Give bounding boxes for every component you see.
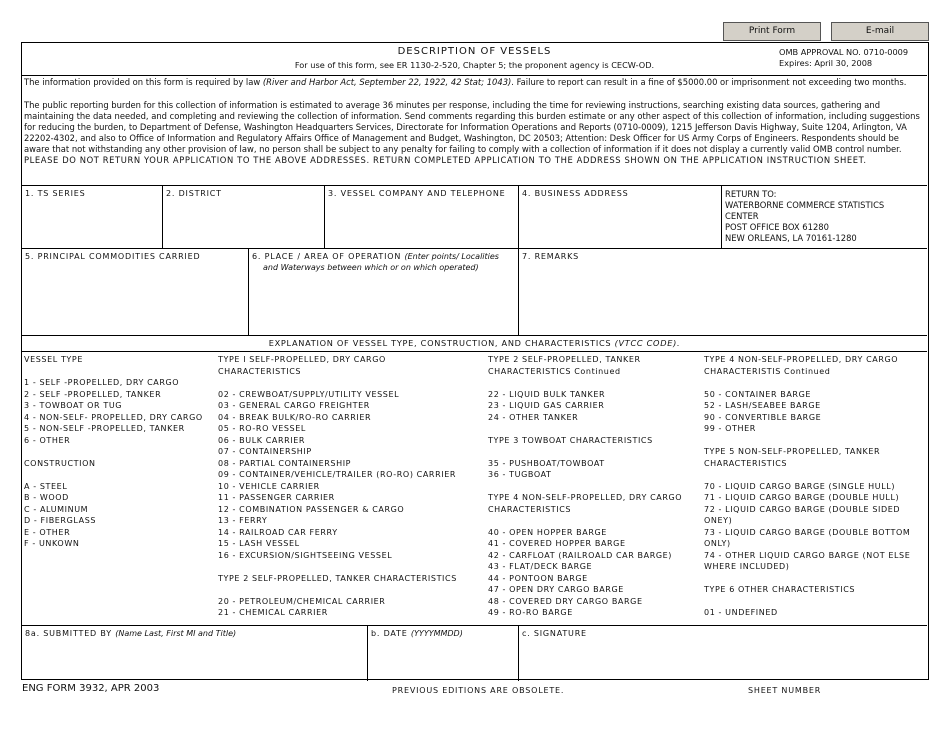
sheet-number-label: SHEET NUMBER bbox=[748, 686, 822, 695]
vessel-type-column bbox=[24, 354, 214, 550]
vessel-form bbox=[21, 42, 929, 680]
remarks-label: 7. REMARKS bbox=[522, 252, 580, 261]
type1-item: 15 - LASH VESSEL bbox=[218, 539, 300, 548]
place-area-hint: (Enter points/ Localities and Waterways between which or on which operated) bbox=[263, 252, 499, 272]
vessel-type-item: 1 - SELF -PROPELLED, DRY CARGO bbox=[24, 378, 180, 387]
type4-cont-item: 50 - CONTAINER BARGE bbox=[704, 389, 812, 399]
construction-list bbox=[24, 481, 214, 550]
type5-item: 72 - LIQUID CARGO BARGE (DOUBLE SIDED ONEY) bbox=[704, 504, 901, 525]
type2-cont-list bbox=[488, 389, 700, 424]
type2-cont-item: 24 - OTHER TANKER bbox=[488, 412, 579, 422]
type2-4-column bbox=[488, 354, 700, 619]
type1-heading: TYPE I SELF-PROPELLED, DRY CARGO CHARACTERISTICS bbox=[218, 355, 386, 376]
type4-item: 43 - FLAT/DECK BARGE bbox=[488, 562, 593, 571]
type4-item: 40 - OPEN HOPPER BARGE bbox=[488, 527, 607, 537]
type5-item: 73 - LIQUID CARGO BARGE (DOUBLE BOTTOM ONLY) bbox=[704, 527, 911, 548]
type1-item: 03 - GENERAL CARGO FREIGHTER bbox=[218, 401, 370, 410]
type1-item: 12 - COMBINATION PASSENGER & CARGO bbox=[218, 504, 405, 514]
ts-series-label: 1. TS SERIES bbox=[25, 189, 86, 198]
vessel-type-item: 4 - NON-SELF- PROPELLED, DRY CARGO bbox=[24, 412, 203, 422]
law-citation: (River and Harbor Act, September 22, 1922, 42 Stat; 1043) bbox=[262, 77, 512, 87]
return-line-1: WATERBORNE COMMERCE STATISTICS CENTER bbox=[725, 200, 885, 221]
date-hint: (YYYYMMDD) bbox=[410, 629, 463, 638]
explanation-table bbox=[22, 352, 927, 626]
return-to-label: RETURN TO: bbox=[725, 189, 777, 199]
vessel-type-item: 5 - NON-SELF -PROPELLED, TANKER bbox=[24, 424, 185, 433]
type1-item: 13 - FERRY bbox=[218, 516, 268, 525]
law-notice bbox=[24, 77, 925, 88]
district-label: 2. DISTRICT bbox=[166, 189, 222, 198]
type1-item: 02 - CREWBOAT/SUPPLY/UTILITY VESSEL bbox=[218, 389, 400, 399]
construction-item: E - OTHER bbox=[24, 527, 71, 537]
row-8 bbox=[22, 626, 927, 681]
commodities-label: 5. PRINCIPAL COMMODITIES CARRIED bbox=[25, 252, 201, 261]
type3-heading: TYPE 3 TOWBOAT CHARACTERISTICS bbox=[488, 435, 653, 445]
type4-heading: TYPE 4 NON-SELF-PROPELLED, DRY CARGO CHARACTERISTICS bbox=[488, 493, 683, 514]
signature-label: c. SIGNATURE bbox=[522, 629, 587, 638]
type5-item: 70 - LIQUID CARGO BARGE (SINGLE HULL) bbox=[704, 481, 896, 491]
place-area-label bbox=[249, 249, 518, 275]
form-title: DESCRIPTION OF VESSELS bbox=[397, 46, 552, 57]
submitted-by-title: 8a. SUBMITTED BY bbox=[25, 629, 116, 638]
type2-cont-heading: TYPE 2 SELF-PROPELLED, TANKER CHARACTERISTICS Continued bbox=[488, 355, 641, 376]
type4-cont-item: 99 - OTHER bbox=[704, 424, 756, 433]
row-2 bbox=[22, 249, 927, 336]
type5-item: 71 - LIQUID CARGO BARGE (DOUBLE HULL) bbox=[704, 493, 900, 502]
type3-item: 35 - PUSHBOAT/TOWBOAT bbox=[488, 458, 605, 468]
previous-editions-note: PREVIOUS EDITIONS ARE OBSOLETE. bbox=[392, 686, 565, 695]
type2-item: 20 - PETROLEUM/CHEMICAL CARRIER bbox=[218, 596, 386, 606]
vessel-type-item: 3 - TOWBOAT OR TUG bbox=[24, 401, 123, 410]
vessel-type-item: 2 - SELF -PROPELLED, TANKER bbox=[24, 389, 162, 399]
type6-item: 01 - UNDEFINED bbox=[704, 608, 778, 617]
submitted-by-label bbox=[22, 626, 367, 641]
type4-cont-heading: TYPE 4 NON-SELF-PROPELLED, DRY CARGO CHARACTERISTIS Continued bbox=[704, 355, 899, 376]
email-button[interactable]: E-mail bbox=[831, 22, 929, 41]
signature-field[interactable] bbox=[519, 626, 927, 681]
explanation-heading: EXPLANATION OF VESSEL TYPE, CONSTRUCTION, AND CHARACTERISTICS bbox=[268, 338, 615, 348]
type1-item: 06 - BULK CARRIER bbox=[218, 435, 306, 445]
type3-list bbox=[488, 458, 700, 481]
construction-item: D - FIBERGLASS bbox=[24, 516, 97, 525]
type3-item: 36 - TUGBOAT bbox=[488, 470, 552, 479]
type1-item: 09 - CONTAINER/VEHICLE/TRAILER (RO-RO) CARRIER bbox=[218, 470, 457, 479]
type4-cont-item: 90 - CONVERTIBLE BARGE bbox=[704, 412, 822, 422]
vessel-type-list bbox=[24, 377, 214, 446]
submitted-by-hint: (Name Last, First MI and Title) bbox=[115, 629, 237, 638]
construction-heading: CONSTRUCTION bbox=[24, 458, 96, 468]
type1-item: 11 - PASSENGER CARRIER bbox=[218, 493, 335, 502]
type4-item: 44 - PONTOON BARGE bbox=[488, 573, 588, 583]
type5-item: 74 - OTHER LIQUID CARGO BARGE (NOT ELSE WHERE INCLUDED) bbox=[704, 550, 911, 571]
type4-cont-list bbox=[704, 389, 925, 435]
construction-item: A - STEEL bbox=[24, 481, 68, 491]
return-line-3: NEW ORLEANS, LA 70161-1280 bbox=[725, 233, 857, 243]
vessel-type-heading: VESSEL TYPE bbox=[24, 355, 83, 364]
date-title: b. DATE bbox=[371, 629, 411, 638]
explanation-hint: (VTCC CODE). bbox=[614, 338, 681, 348]
ts-series-field[interactable] bbox=[22, 186, 163, 248]
type1-item: 14 - RAILROAD CAR FERRY bbox=[218, 527, 338, 537]
date-field[interactable] bbox=[368, 626, 519, 681]
type1-item: 04 - BREAK BULK/RO-RO CARRIER bbox=[218, 412, 372, 422]
type1-item: 07 - CONTAINERSHIP bbox=[218, 447, 312, 456]
return-warning: PLEASE DO NOT RETURN YOUR APPLICATION TO THE ABOVE ADDRESSES. RETURN COMPLETED APPLICATION TO THE ADDRESS SHOWN ON THE APPLICATION INSTRUCTION SHEET. bbox=[24, 155, 867, 165]
type5-list bbox=[704, 481, 925, 573]
type6-list bbox=[704, 607, 925, 619]
omb-expires: Expires: April 30, 2008 bbox=[779, 58, 873, 68]
vessel-company-field[interactable] bbox=[325, 186, 519, 248]
omb-approval bbox=[779, 47, 908, 69]
submitted-by-field[interactable] bbox=[22, 626, 368, 681]
business-address-field[interactable] bbox=[519, 186, 722, 248]
form-number: ENG FORM 3932, APR 2003 bbox=[22, 683, 160, 694]
type2-item: 21 - CHEMICAL CARRIER bbox=[218, 608, 328, 617]
type1-list bbox=[218, 389, 484, 562]
type2-cont-item: 22 - LIQUID BULK TANKER bbox=[488, 389, 606, 399]
type1-item: 10 - VEHICLE CARRIER bbox=[218, 481, 320, 491]
type4-item: 48 - COVERED DRY CARGO BARGE bbox=[488, 596, 643, 606]
remarks-field[interactable] bbox=[519, 249, 927, 335]
construction-item: B - WOOD bbox=[24, 493, 69, 502]
burden-statement: The public reporting burden for this collection of information is estimated to average 36 minutes per response, including the time for reviewing instructions, searching existing data sources, gathering and maintaining the data needed, and completing and reviewing the collection of information. Send comments regarding this burden estimate or any other aspect of this collection of information, including suggestions for reducing the burden, to Department of Defense, Washington Headquarters Services, Directorate for Information Operations and Reports (0710-0009), 1215 Jefferson Davis Highway, Suite 1204, Arlington, VA 22202-4302, and also to Office of Information and Regulatory Affairs Office of Management and Budget, Washington, DC 20503; Attention: Desk Officer for US Army Corps of Engineers. Respondents should be aware that not withstanding any other provision of law, no person shall be subject to any penalty for failing to comply with a collection of information if it does not display a currently valid OMB control number. bbox=[24, 100, 920, 154]
omb-number: OMB APPROVAL NO. 0710-0009 bbox=[779, 47, 909, 57]
vessel-company-label: 3. VESSEL COMPANY AND TELEPHONE bbox=[328, 189, 506, 198]
privacy-notice bbox=[22, 76, 927, 186]
type2-list bbox=[218, 596, 484, 619]
type5-heading: TYPE 5 NON-SELF-PROPELLED, TANKER CHARACTERISTICS bbox=[704, 447, 881, 468]
form-subtitle: For use of this form, see ER 1130-2-520, Chapter 5; the proponent agency is CECW-OD. bbox=[294, 60, 655, 70]
return-address bbox=[722, 186, 927, 248]
place-area-field[interactable] bbox=[249, 249, 519, 335]
district-field[interactable] bbox=[163, 186, 325, 248]
type1-column bbox=[218, 354, 484, 619]
business-address-label: 4. BUSINESS ADDRESS bbox=[522, 189, 629, 198]
type4-cont-item: 52 - LASH/SEABEE BARGE bbox=[704, 401, 821, 410]
type2-heading: TYPE 2 SELF-PROPELLED, TANKER CHARACTERISTICS bbox=[218, 573, 457, 583]
return-line-2: POST OFFICE BOX 61280 bbox=[725, 222, 829, 232]
type1-item: 08 - PARTIAL CONTAINERSHIP bbox=[218, 458, 352, 468]
commodities-field[interactable] bbox=[22, 249, 249, 335]
row-1 bbox=[22, 186, 927, 249]
type4-list bbox=[488, 527, 700, 619]
construction-item: C - ALUMINUM bbox=[24, 504, 89, 514]
type4-item: 47 - OPEN DRY CARGO BARGE bbox=[488, 585, 624, 594]
type4-item: 41 - COVERED HOPPER BARGE bbox=[488, 539, 626, 548]
type4-item: 42 - CARFLOAT (RAILROALD CAR BARGE) bbox=[488, 550, 673, 560]
vessel-type-item: 6 - OTHER bbox=[24, 435, 71, 445]
form-header bbox=[22, 43, 927, 76]
law-text: The information provided on this form is required by law bbox=[24, 77, 263, 87]
type1-item: 05 - RO-RO VESSEL bbox=[218, 424, 306, 433]
construction-item: F - UNKOWN bbox=[24, 539, 80, 548]
type4-item: 49 - RO-RO BARGE bbox=[488, 608, 573, 617]
place-area-title: 6. PLACE / AREA OF OPERATION bbox=[252, 252, 405, 261]
explanation-title bbox=[22, 336, 927, 352]
print-form-button[interactable]: Print Form bbox=[723, 22, 821, 41]
type2-cont-item: 23 - LIQUID GAS CARRIER bbox=[488, 401, 605, 410]
law-penalty: . Failure to report can result in a fine of $5000.00 or imprisonment not exceeding two months. bbox=[511, 77, 907, 87]
type6-heading: TYPE 6 OTHER CHARACTERISTICS bbox=[704, 585, 856, 594]
type4-6-column bbox=[704, 354, 925, 619]
date-label bbox=[368, 626, 518, 641]
type1-item: 16 - EXCURSION/SIGHTSEEING VESSEL bbox=[218, 550, 393, 560]
